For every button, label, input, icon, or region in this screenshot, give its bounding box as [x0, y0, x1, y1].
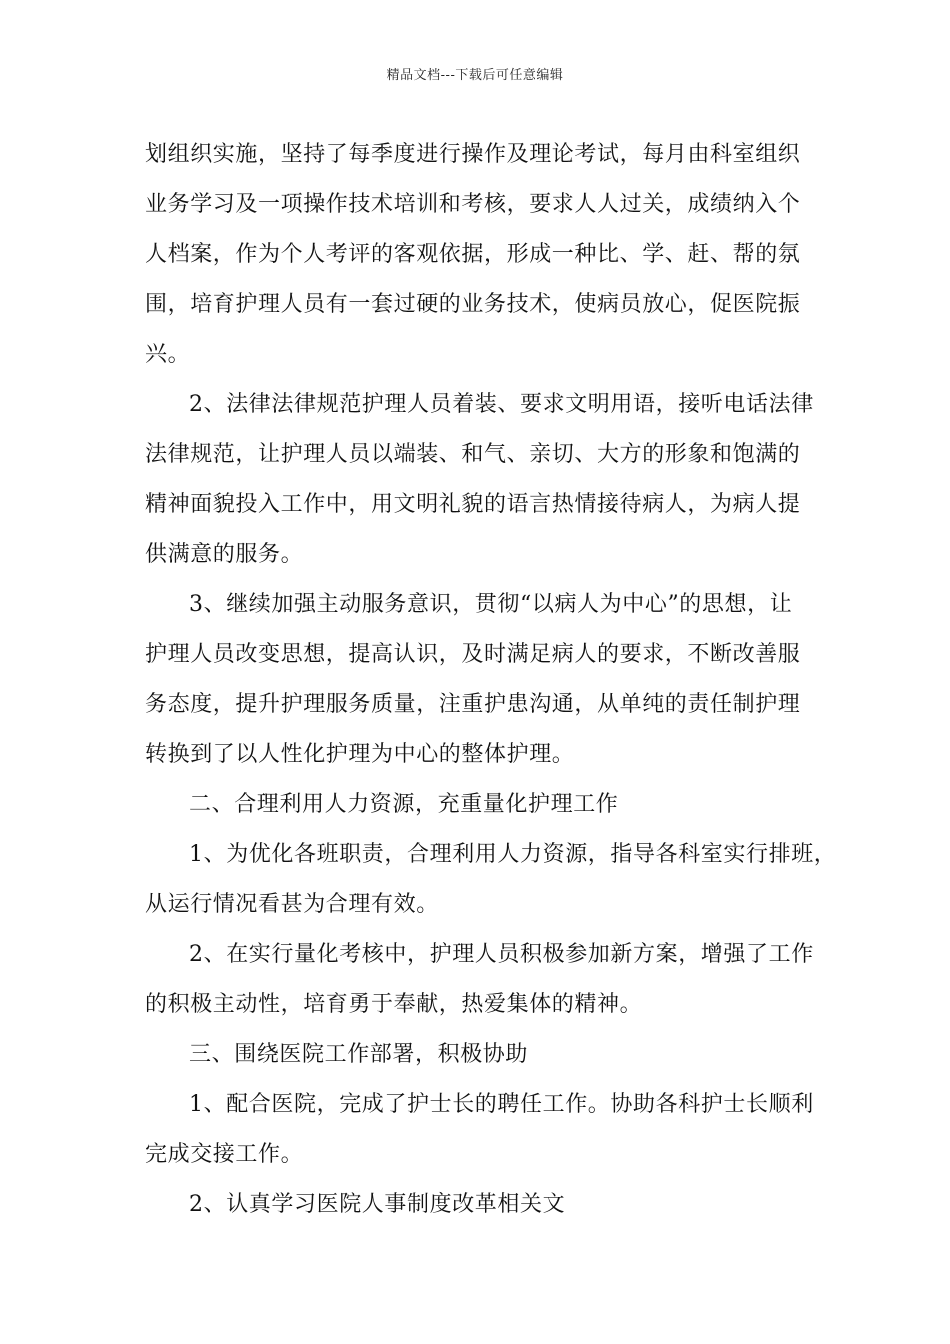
text-line: 供满意的服务。: [145, 542, 304, 567]
text-line: 从运行情况看甚为合理有效。: [145, 892, 439, 917]
text-line: 的积极主动性，培育勇于奉献，热爱集体的精神。: [145, 992, 643, 1017]
paragraph: [145, 1180, 805, 1230]
text-line: 围，培育护理人员有一套过硬的业务技术，使病员放心，促医院振: [145, 292, 801, 317]
document-body: [145, 130, 837, 1230]
text-line: 人档案，作为个人考评的客观依据，形成一种比、学、赶、帮的氛: [145, 242, 801, 267]
page-header: 精品文档---下载后可任意编辑: [386, 68, 564, 83]
text-line: 完成交接工作。: [145, 1142, 304, 1167]
text-line: 精神面貌投入工作中，用文明礼貌的语言热情接待病人，为病人提: [145, 492, 801, 517]
text-line: 护理人员改变思想，提高认识，及时满足病人的要求，不断改善服: [145, 642, 801, 667]
text-line: 2、在实行量化考核中，护理人员积极参加新方案，增强了工作: [189, 942, 814, 967]
text-line: 2、法律法律规范护理人员着装、要求文明用语，接听电话法律: [189, 392, 814, 417]
text-line: 业务学习及一项操作技术培训和考核，要求人人过关，成绩纳入个: [145, 192, 801, 217]
text-line: 1、配合医院，完成了护士长的聘任工作。协助各科护士长顺利: [189, 1092, 814, 1117]
text-line: 2、认真学习医院人事制度改革相关文: [189, 1192, 566, 1217]
text-line: 1、为优化各班职责，合理利用人力资源，指导各科室实行排班，: [189, 842, 837, 867]
text-line: 务态度，提升护理服务质量，注重护患沟通，从单纯的责任制护理: [145, 692, 801, 717]
paragraph: [145, 1030, 805, 1080]
paragraph: [145, 780, 805, 830]
text-line: 法律规范，让护理人员以端装、和气、亲切、大方的形象和饱满的: [145, 442, 801, 467]
text-line: 3、继续加强主动服务意识，贯彻“以病人为中心”的思想，让: [189, 592, 793, 617]
paragraph: [145, 830, 837, 930]
paragraph: [145, 1080, 814, 1180]
paragraph: [145, 380, 814, 580]
text-line: 二、合理利用人力资源，充重量化护理工作: [189, 792, 619, 817]
text-line: 三、围绕医院工作部署，积极协助: [189, 1042, 529, 1067]
text-line: 转换到了以人性化护理为中心的整体护理。: [145, 742, 575, 767]
text-line: 划组织实施，坚持了每季度进行操作及理论考试，每月由科室组织: [145, 142, 801, 167]
paragraph: [145, 580, 805, 780]
paragraph: [145, 130, 805, 380]
paragraph: [145, 930, 814, 1030]
text-line: 兴。: [145, 342, 191, 367]
